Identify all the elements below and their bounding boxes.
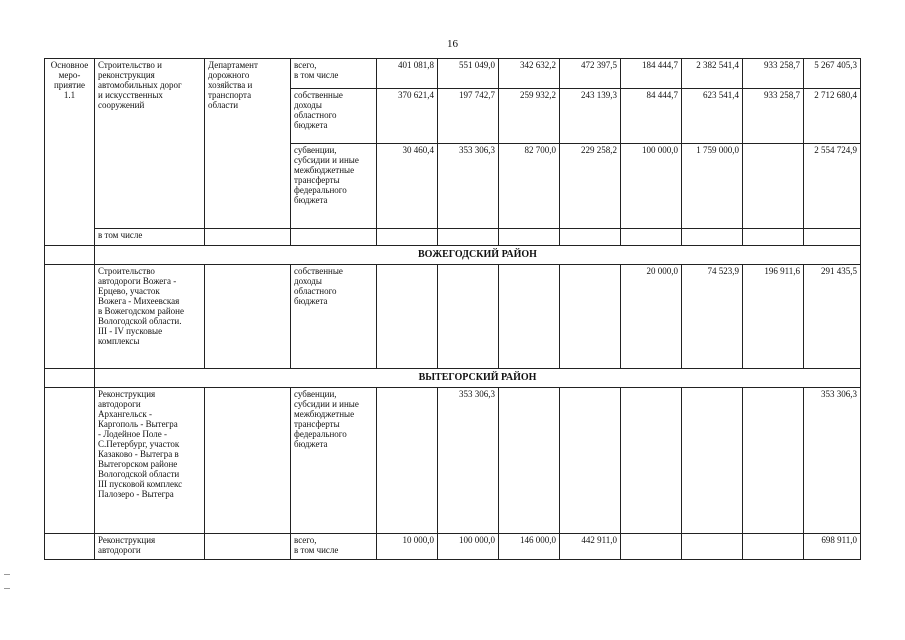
value-cell: 353 306,3 <box>438 388 499 534</box>
scan-edge-mark <box>4 574 10 575</box>
event-code-cell: Основное меро- приятие 1.1 <box>45 59 95 246</box>
empty-cell <box>45 369 95 388</box>
value-cell: 933 258,7 <box>743 59 804 89</box>
table-row <box>45 265 861 369</box>
value-cell: 229 258,2 <box>560 144 621 229</box>
empty-cell <box>45 246 95 265</box>
value-cell: 20 000,0 <box>621 265 682 369</box>
empty-cell <box>743 229 804 246</box>
value-cell: 74 523,9 <box>682 265 743 369</box>
value-cell: 196 911,6 <box>743 265 804 369</box>
project-name-cell: Реконструкция автодороги <box>95 534 205 560</box>
total-cell: 2 712 680,4 <box>804 89 861 144</box>
value-cell: 30 460,4 <box>377 144 438 229</box>
section-title: ВОЖЕГОДСКИЙ РАЙОН <box>95 246 861 265</box>
scan-edge-mark <box>4 588 10 589</box>
empty-cell <box>205 388 291 534</box>
program-table <box>44 58 861 560</box>
source-cell: всего, в том числе <box>291 59 377 89</box>
value-cell <box>438 265 499 369</box>
empty-cell <box>621 229 682 246</box>
empty-cell <box>499 229 560 246</box>
empty-cell <box>205 265 291 369</box>
section-header-row <box>45 369 861 388</box>
value-cell: 472 397,5 <box>560 59 621 89</box>
value-cell <box>682 534 743 560</box>
value-cell <box>499 265 560 369</box>
value-cell: 100 000,0 <box>621 144 682 229</box>
project-name-cell: Реконструкция автодороги Архангельск - Каргополь - Вытегра - Лодейное Поле - С.Петербург, участок Казаково - Вытегра в Вытегорском районе Вологодской области III пусковой комплекс Палозеро - Вытегра <box>95 388 205 534</box>
value-cell: 401 081,8 <box>377 59 438 89</box>
empty-cell <box>205 534 291 560</box>
value-cell <box>682 388 743 534</box>
total-cell: 5 267 405,3 <box>804 59 861 89</box>
empty-cell <box>804 229 861 246</box>
value-cell <box>377 265 438 369</box>
empty-cell <box>438 229 499 246</box>
source-cell: всего, в том числе <box>291 534 377 560</box>
value-cell <box>560 265 621 369</box>
empty-cell <box>45 388 95 534</box>
value-cell: 84 444,7 <box>621 89 682 144</box>
project-name-cell: Строительство автодороги Вожега - Ерцево, участок Вожега - Михеевская в Вожегодском районе Вологодской области. III - IV пусковые комплексы <box>95 265 205 369</box>
value-cell: 243 139,3 <box>560 89 621 144</box>
source-cell: субвенции, субсидии и иные межбюджетные трансферты федерального бюджета <box>291 144 377 229</box>
value-cell <box>560 388 621 534</box>
table-row <box>45 388 861 534</box>
value-cell <box>621 534 682 560</box>
table-row <box>45 229 861 246</box>
total-cell: 291 435,5 <box>804 265 861 369</box>
event-name-cell: Строительство и реконструкция автомобильных дорог и искусственных сооружений <box>95 59 205 229</box>
value-cell: 551 049,0 <box>438 59 499 89</box>
value-cell: 82 700,0 <box>499 144 560 229</box>
value-cell <box>743 534 804 560</box>
value-cell: 342 632,2 <box>499 59 560 89</box>
executor-cell: Департамент дорожного хозяйства и транспорта области <box>205 59 291 229</box>
value-cell: 259 932,2 <box>499 89 560 144</box>
value-cell: 933 258,7 <box>743 89 804 144</box>
section-header-row <box>45 246 861 265</box>
value-cell: 100 000,0 <box>438 534 499 560</box>
value-cell <box>499 388 560 534</box>
source-cell: субвенции, субсидии и иные межбюджетные трансферты федерального бюджета <box>291 388 377 534</box>
value-cell: 2 382 541,4 <box>682 59 743 89</box>
empty-cell <box>377 229 438 246</box>
total-cell: 698 911,0 <box>804 534 861 560</box>
page-number: 16 <box>447 38 458 50</box>
value-cell <box>743 144 804 229</box>
value-cell: 146 000,0 <box>499 534 560 560</box>
value-cell: 10 000,0 <box>377 534 438 560</box>
empty-cell <box>205 229 291 246</box>
source-cell: собственные доходы областного бюджета <box>291 265 377 369</box>
empty-cell <box>682 229 743 246</box>
value-cell: 623 541,4 <box>682 89 743 144</box>
value-cell: 1 759 000,0 <box>682 144 743 229</box>
section-title: ВЫТЕГОРСКИЙ РАЙОН <box>95 369 861 388</box>
empty-cell <box>45 534 95 560</box>
empty-cell <box>560 229 621 246</box>
value-cell <box>377 388 438 534</box>
value-cell: 370 621,4 <box>377 89 438 144</box>
value-cell <box>743 388 804 534</box>
table-row <box>45 534 861 560</box>
including-label: в том числе <box>95 229 205 246</box>
source-cell: собственные доходы областного бюджета <box>291 89 377 144</box>
value-cell <box>621 388 682 534</box>
value-cell: 442 911,0 <box>560 534 621 560</box>
value-cell: 184 444,7 <box>621 59 682 89</box>
value-cell: 197 742,7 <box>438 89 499 144</box>
total-cell: 353 306,3 <box>804 388 861 534</box>
value-cell: 353 306,3 <box>438 144 499 229</box>
empty-cell <box>291 229 377 246</box>
total-cell: 2 554 724,9 <box>804 144 861 229</box>
table-row <box>45 59 861 89</box>
empty-cell <box>45 265 95 369</box>
